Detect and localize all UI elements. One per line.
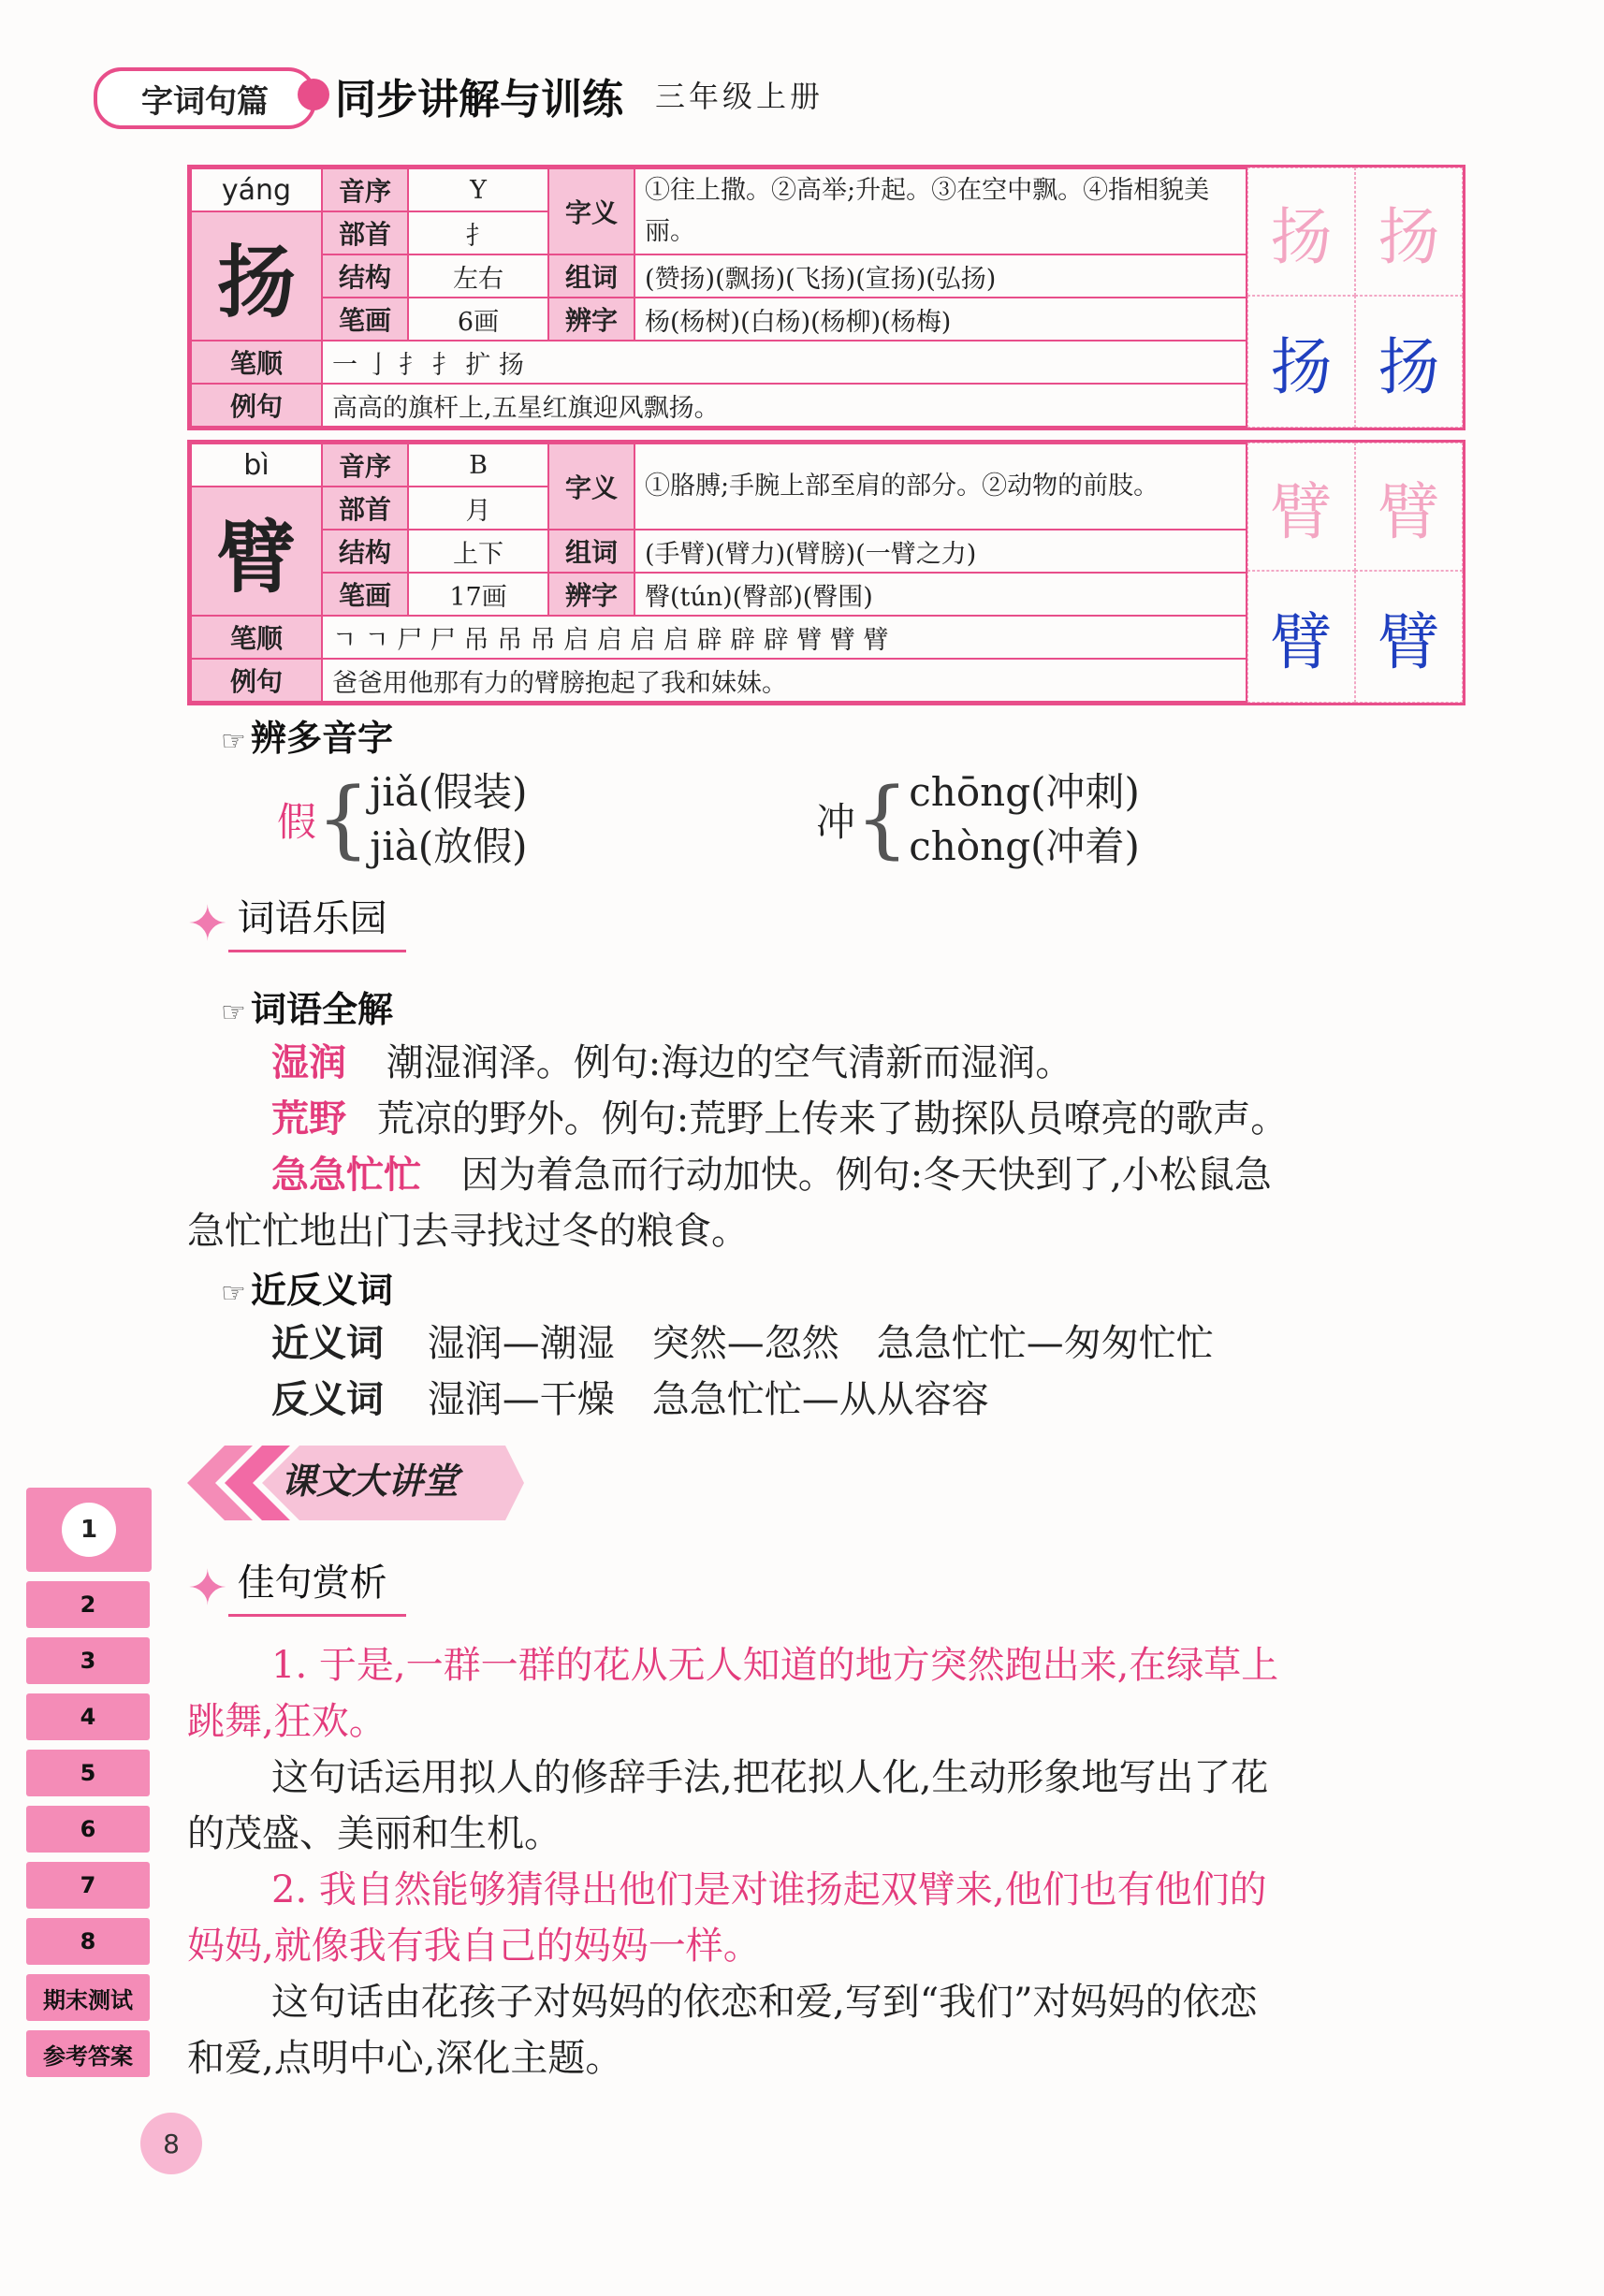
example-label: 例句 <box>191 659 322 702</box>
word-entry <box>271 1091 1288 1147</box>
words-value: (手臂)(臂力)(臂膀)(一臂之力) <box>634 530 1247 573</box>
radical-label: 部首 <box>322 487 408 530</box>
header-title: 同步讲解与训练 <box>335 76 623 124</box>
structure-label: 结构 <box>322 530 408 573</box>
page-number: 8 <box>140 2113 202 2174</box>
meaning-value: ①胳膊;手腕上部至肩的部分。②动物的前肢。 <box>634 443 1247 530</box>
pointing-hand-icon: ☞ <box>221 996 246 1029</box>
explain-heading <box>221 981 393 1032</box>
order-value: Y <box>408 168 548 211</box>
polyphone-char: 假 <box>277 799 317 845</box>
writing-grid <box>1246 443 1463 703</box>
word-def-continued: 急忙忙地出门去寻找过冬的粮食。 <box>187 1210 749 1253</box>
analysis-1: 这句话运用拟人的修辞手法,把花拟人化,生动形象地写出了花 <box>271 1756 1269 1799</box>
sentence-2: 2. 我自然能够猜得出他们是对谁扬起双臂来,他们也有他们的 <box>271 1868 1267 1911</box>
polyphone-heading-text: 辨多音字 <box>251 718 394 759</box>
tab-unit-3[interactable]: 3 <box>26 1637 150 1684</box>
word-term: 荒野 <box>271 1097 346 1141</box>
star-icon: ✦ <box>187 1561 228 1617</box>
words-label: 组词 <box>548 530 634 573</box>
sentence-1-cont: 跳舞,狂欢。 <box>187 1700 386 1743</box>
stroke-order-value: 一 亅 扌 扌 扩 扬 <box>322 341 1247 384</box>
tab-unit-7[interactable]: 7 <box>26 1862 150 1909</box>
structure-label: 结构 <box>322 254 408 298</box>
antonyms-label: 反义词 <box>271 1378 384 1421</box>
pointing-hand-icon: ☞ <box>221 1277 246 1310</box>
header-badge: 字词句篇 <box>94 67 316 129</box>
model-cell: 扬 <box>1247 296 1355 428</box>
polyphone-item <box>816 765 1140 874</box>
brace-icon: { <box>855 770 910 868</box>
char-pinyin: yáng <box>191 168 322 211</box>
trace-cell: 扬 <box>1247 167 1355 296</box>
meaning-value: ①往上撒。②高举;升起。③在空中飘。④指相貌美丽。 <box>634 168 1247 254</box>
trace-cell: 扬 <box>1355 167 1463 296</box>
radical-value: 扌 <box>408 211 548 254</box>
tab-label: 1 <box>62 1503 116 1557</box>
syn-heading <box>221 1261 393 1313</box>
tab-unit-1[interactable] <box>26 1488 152 1572</box>
lesson-title <box>187 1553 406 1617</box>
tab-unit-2[interactable]: 2 <box>26 1581 150 1628</box>
header-dot-icon <box>298 79 329 110</box>
word-def: 荒凉的野外。例句:荒野上传来了勘探队员嘹亮的歌声。 <box>376 1097 1289 1141</box>
meaning-label: 字义 <box>548 443 634 530</box>
word-entry <box>271 1147 1272 1203</box>
example-value: 高高的旗杆上,五星红旗迎风飘扬。 <box>322 384 1247 427</box>
distinguish-value: 臀(tún)(臀部)(臀围) <box>634 573 1247 616</box>
polyphone-reading: chōng(冲刺) <box>909 769 1140 815</box>
word-def: 潮湿润泽。例句:海边的空气清新而湿润。 <box>386 1041 1073 1084</box>
word-def: 因为着急而行动加快。例句:冬天快到了,小松鼠急 <box>460 1154 1272 1197</box>
tab-final-test[interactable]: 期末测试 <box>26 1974 150 2021</box>
header-grade: 三年级上册 <box>655 79 824 114</box>
word-park-title <box>187 889 406 952</box>
model-cell: 臂 <box>1247 571 1355 703</box>
polyphone-char: 冲 <box>816 799 856 845</box>
polyphone-reading: jiǎ(假装) <box>370 769 528 815</box>
synonyms-value: 湿润—潮湿 突然—忽然 急急忙忙—匆匆忙忙 <box>427 1322 1214 1365</box>
meaning-label: 字义 <box>548 168 634 254</box>
syn-heading-text: 近反义词 <box>251 1270 394 1311</box>
tab-unit-5[interactable]: 5 <box>26 1750 150 1796</box>
analysis-2-cont: 和爱,点明中心,深化主题。 <box>187 2037 623 2080</box>
words-label: 组词 <box>548 254 634 298</box>
analysis-2: 这句话由花孩子对妈妈的依恋和爱,写到“我们”对妈妈的依恋 <box>271 1981 1258 2024</box>
stroke-order-value: ㄱ ㄱ 尸 尸 吊 吊 吊 启 启 启 启 辟 辟 辟 臂 臂 臂 <box>322 616 1247 659</box>
antonyms-value: 湿润—干燥 急急忙忙—从从容容 <box>427 1378 989 1421</box>
order-label: 音序 <box>322 168 408 211</box>
model-cell: 臂 <box>1355 571 1463 703</box>
trace-cell: 臂 <box>1355 443 1463 571</box>
example-value: 爸爸用他那有力的臂膀抱起了我和妹妹。 <box>322 659 1247 702</box>
words-value: (赞扬)(飘扬)(飞扬)(宣扬)(弘扬) <box>634 254 1247 298</box>
polyphone-reading: jià(放假) <box>370 823 528 869</box>
word-term: 急急忙忙 <box>271 1154 421 1197</box>
word-entry <box>271 1035 1072 1091</box>
order-value: B <box>408 443 548 487</box>
antonyms-row <box>271 1372 989 1428</box>
strokes-value: 17画 <box>408 573 548 616</box>
polyphone-item <box>277 765 528 874</box>
sentence-1: 1. 于是,一群一群的花从无人知道的地方突然跑出来,在绿草上 <box>271 1644 1279 1687</box>
char-card-bi <box>187 440 1465 705</box>
polyphone-heading <box>221 709 393 761</box>
brace-icon: { <box>316 770 371 868</box>
strokes-value: 6画 <box>408 298 548 341</box>
char-big: 臂 <box>191 487 322 616</box>
order-label: 音序 <box>322 443 408 487</box>
distinguish-label: 辨字 <box>548 298 634 341</box>
tab-unit-8[interactable]: 8 <box>26 1918 150 1965</box>
strokes-label: 笔画 <box>322 298 408 341</box>
explain-heading-text: 词语全解 <box>251 989 394 1030</box>
sentence-2-cont: 妈妈,就像我有我自己的妈妈一样。 <box>187 1925 761 1968</box>
star-icon: ✦ <box>187 896 228 952</box>
radical-value: 月 <box>408 487 548 530</box>
word-term: 湿润 <box>271 1041 346 1084</box>
analysis-1-cont: 的茂盛、美丽和生机。 <box>187 1812 561 1855</box>
char-table <box>190 167 1247 428</box>
lesson-title-text: 佳句赏析 <box>228 1553 406 1617</box>
stroke-order-label: 笔顺 <box>191 341 322 384</box>
stroke-order-label: 笔顺 <box>191 616 322 659</box>
tab-unit-6[interactable]: 6 <box>26 1806 150 1853</box>
structure-value: 左右 <box>408 254 548 298</box>
radical-label: 部首 <box>322 211 408 254</box>
tab-unit-4[interactable]: 4 <box>26 1693 150 1740</box>
model-cell: 扬 <box>1355 296 1463 428</box>
trace-cell: 臂 <box>1247 443 1355 571</box>
pointing-hand-icon: ☞ <box>221 725 246 758</box>
distinguish-label: 辨字 <box>548 573 634 616</box>
example-label: 例句 <box>191 384 322 427</box>
polyphone-reading: chòng(冲着) <box>909 823 1140 869</box>
synonyms-row <box>271 1315 1214 1372</box>
char-pinyin: bì <box>191 443 322 487</box>
char-big: 扬 <box>191 211 322 341</box>
char-table <box>190 443 1247 703</box>
synonyms-label: 近义词 <box>271 1322 384 1365</box>
strokes-label: 笔画 <box>322 573 408 616</box>
lesson-banner: 课文大讲堂 <box>281 1460 459 1502</box>
tab-answers[interactable]: 参考答案 <box>26 2030 150 2077</box>
writing-grid <box>1246 167 1463 428</box>
distinguish-value: 杨(杨树)(白杨)(杨柳)(杨梅) <box>634 298 1247 341</box>
structure-value: 上下 <box>408 530 548 573</box>
char-card-yang <box>187 165 1465 430</box>
word-park-title-text: 词语乐园 <box>228 889 406 952</box>
